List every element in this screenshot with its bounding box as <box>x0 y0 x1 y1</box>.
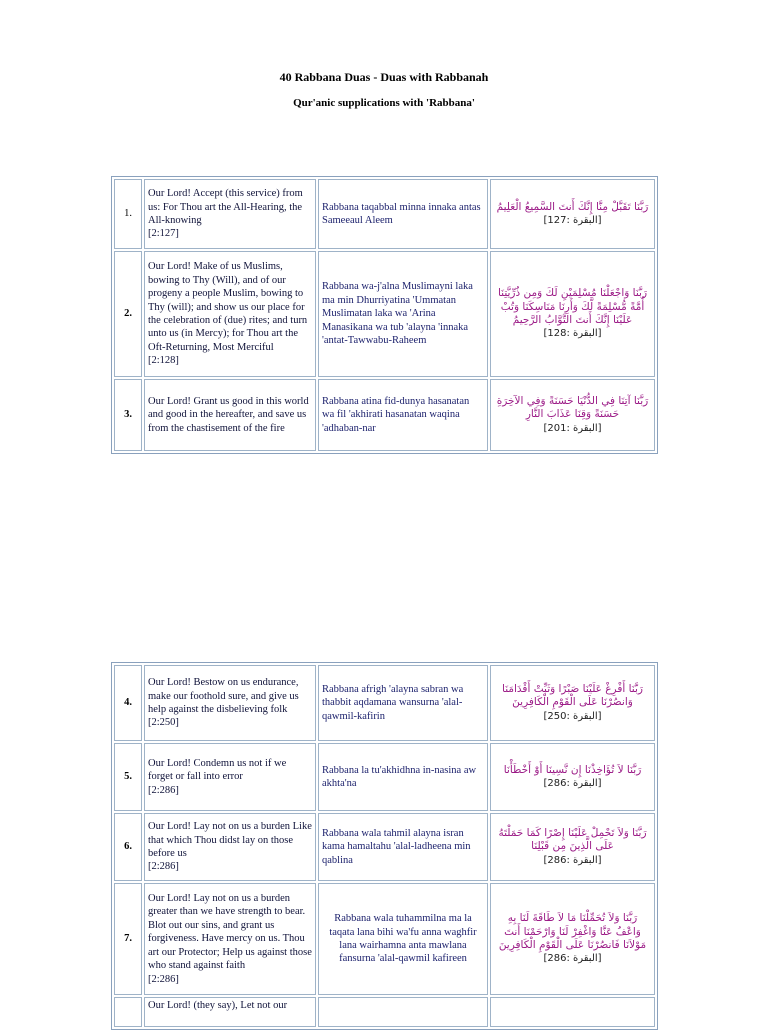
dua-english <box>144 997 316 1027</box>
dua-arabic <box>490 379 655 451</box>
dua-english <box>144 743 316 811</box>
dua-number: 4. <box>114 665 142 741</box>
dua-reference: [2:286] <box>148 784 179 796</box>
dua-transliteration: Rabbana wa-j'alna Muslimayni laka ma min Dhurriyatina 'Ummatan Muslimatan laka wa 'Arina Manasikana wa tub 'alayna 'innaka 'antat-Tawwabu-Raheem <box>318 251 488 377</box>
dua-english-text: Our Lord! Make of us Muslims, bowing to Thy (Will), and of our progeny a people Muslim, bowing to Thy (will); and show us our place for the celebration of (due) rites; and turn unto us (in Mercy); for Thou art the Oft-Returning, Most Merciful <box>148 261 308 353</box>
dua-arabic-text: رَبَّنَا وَلاَ تُحَمِّلْنَا مَا لاَ طَاقَةَ لَنَا بِهِ وَاعْفُ عَنَّا وَاغْفِرْ لَنَا وَارْحَمْنَا أَنتَ مَوْلاَنَا فَانصُرْنَا عَلَى الْقَوْمِ الْكَافِرِينَ <box>498 912 647 951</box>
dua-arabic <box>490 665 655 741</box>
dua-english-text: Our Lord! Accept (this service) from us: For Thou art the All-Hearing, the All-knowing <box>148 188 303 226</box>
dua-transliteration <box>318 997 488 1027</box>
dua-number <box>114 997 142 1027</box>
dua-reference: [2:286] <box>148 973 179 985</box>
dua-english-text: Our Lord! Condemn us not if we forget or fall into error <box>148 757 287 783</box>
dua-arabic-text: رَبَّنَا آتِنَا فِي الدُّنْيَا حَسَنَةً وَفِي الآخِرَةِ حَسَنَةً وَقِنَا عَذَابَ النَّارِ <box>496 394 649 421</box>
dua-arabic-reference: [البقرة :286] <box>543 854 602 866</box>
dua-arabic <box>490 743 655 811</box>
dua-english-text: Our Lord! (they say), Let not our <box>148 1000 288 1011</box>
dua-arabic <box>490 997 655 1027</box>
duas-table-2 <box>111 662 658 1030</box>
dua-arabic <box>490 813 655 881</box>
table-row <box>114 665 655 741</box>
dua-arabic-text: رَبَّنَا وَاجْعَلْنَا مُسْلِمَيْنِ لَكَ وَمِن ذُرِّيَّتِنَا أُمَّةً مُّسْلِمَةً لَّكَ وَأَرِنَا مَنَاسِكَنَا وَتُبْ عَلَيْنَا إِنَّكَ أَنتَ التَّوَّابُ الرَّحِيمُ <box>497 287 648 326</box>
dua-reference: [2:127] <box>148 228 179 240</box>
dua-english <box>144 813 316 881</box>
dua-number: 2. <box>114 251 142 377</box>
dua-english <box>144 883 316 995</box>
dua-arabic <box>490 179 655 249</box>
dua-english <box>144 179 316 249</box>
dua-english <box>144 665 316 741</box>
dua-english-text: Our Lord! Grant us good in this world and good in the hereafter, and save us from the chastisement of the fire <box>148 395 309 434</box>
dua-number: 6. <box>114 813 142 881</box>
table-row <box>114 379 655 451</box>
dua-arabic-reference: [البقرة :250] <box>543 710 602 722</box>
dua-transliteration: Rabbana atina fid-dunya hasanatan wa fil 'akhirati hasanatan waqina 'adhaban-nar <box>318 379 488 451</box>
dua-number: 3. <box>114 379 142 451</box>
dua-arabic-reference: [البقرة :201] <box>543 422 602 434</box>
dua-arabic-text: رَبَّنَا أَفْرِغْ عَلَيْنَا صَبْرًا وَثَبِّتْ أَقْدَامَنَا وَانصُرْنَا عَلَى الْقَوْمِ الْكَافِرِينَ <box>502 682 643 709</box>
dua-arabic-reference: [البقرة :286] <box>543 778 602 789</box>
dua-arabic-reference: [البقرة :128] <box>543 328 602 340</box>
dua-reference: [2:128] <box>148 355 179 367</box>
dua-english-text: Our Lord! Bestow on us endurance, make our foothold sure, and give us help against the disbelieving folk <box>148 677 299 715</box>
table-row <box>114 251 655 377</box>
dua-english <box>144 251 316 377</box>
dua-arabic-reference: [البقرة :286] <box>543 953 602 965</box>
dua-english-text: Our Lord! Lay not on us a burden greater than we have strength to bear. Blot out our sins, and grant us forgiveness. Have mercy on us. Thou art our Protector; Help us against those who stand against faith <box>148 893 312 972</box>
dua-transliteration: Rabbana wala tahmil alayna isran kama hamaltahu 'alal-ladheena min qablina <box>318 813 488 881</box>
dua-reference: [2:286] <box>148 861 179 873</box>
dua-reference: [2:250] <box>148 717 179 729</box>
dua-transliteration: Rabbana wala tuhammilna ma la taqata lana bihi wa'fu anna waghfir lana wairhamna anta mawlana fansurna 'alal-qawmil kafireen <box>318 883 488 995</box>
dua-transliteration: Rabbana afrigh 'alayna sabran wa thabbit aqdamana wansurna 'alal-qawmil-kafirin <box>318 665 488 741</box>
dua-arabic-text: رَبَّنَا تَقَبَّلْ مِنَّا إِنَّكَ أَنتَ السَّمِيعُ الْعَلِيمُ <box>496 200 649 213</box>
table-row <box>114 179 655 249</box>
dua-arabic-text: رَبَّنَا لاَ تُؤَاخِذْنَا إِن نَّسِينَا أَوْ أَخْطَأْنَا <box>503 763 642 776</box>
dua-arabic <box>490 251 655 377</box>
dua-english <box>144 379 316 451</box>
table-row <box>114 883 655 995</box>
dua-transliteration: Rabbana la tu'akhidhna in-nasina aw akhta'na <box>318 743 488 811</box>
table-row <box>114 997 655 1027</box>
duas-table-1 <box>111 176 658 454</box>
dua-arabic <box>490 883 655 995</box>
dua-arabic-reference: [البقرة :127] <box>543 215 602 226</box>
table-row <box>114 743 655 811</box>
page-subtitle: Qur'anic supplications with 'Rabbana' <box>293 97 475 109</box>
dua-number: 1. <box>114 179 142 249</box>
page-title: 40 Rabbana Duas - Duas with Rabbanah <box>279 70 489 84</box>
dua-english-text: Our Lord! Lay not on us a burden Like that which Thou didst lay on those before us <box>148 821 312 859</box>
table-row <box>114 813 655 881</box>
dua-number: 5. <box>114 743 142 811</box>
dua-arabic-text: رَبَّنَا وَلاَ تَحْمِلْ عَلَيْنَا إِصْرًا كَمَا حَمَلْتَهُ عَلَى الَّذِينَ مِن قَبْلِنَا <box>498 826 647 853</box>
dua-transliteration: Rabbana taqabbal minna innaka antas Sameeaul Aleem <box>318 179 488 249</box>
dua-number: 7. <box>114 883 142 995</box>
